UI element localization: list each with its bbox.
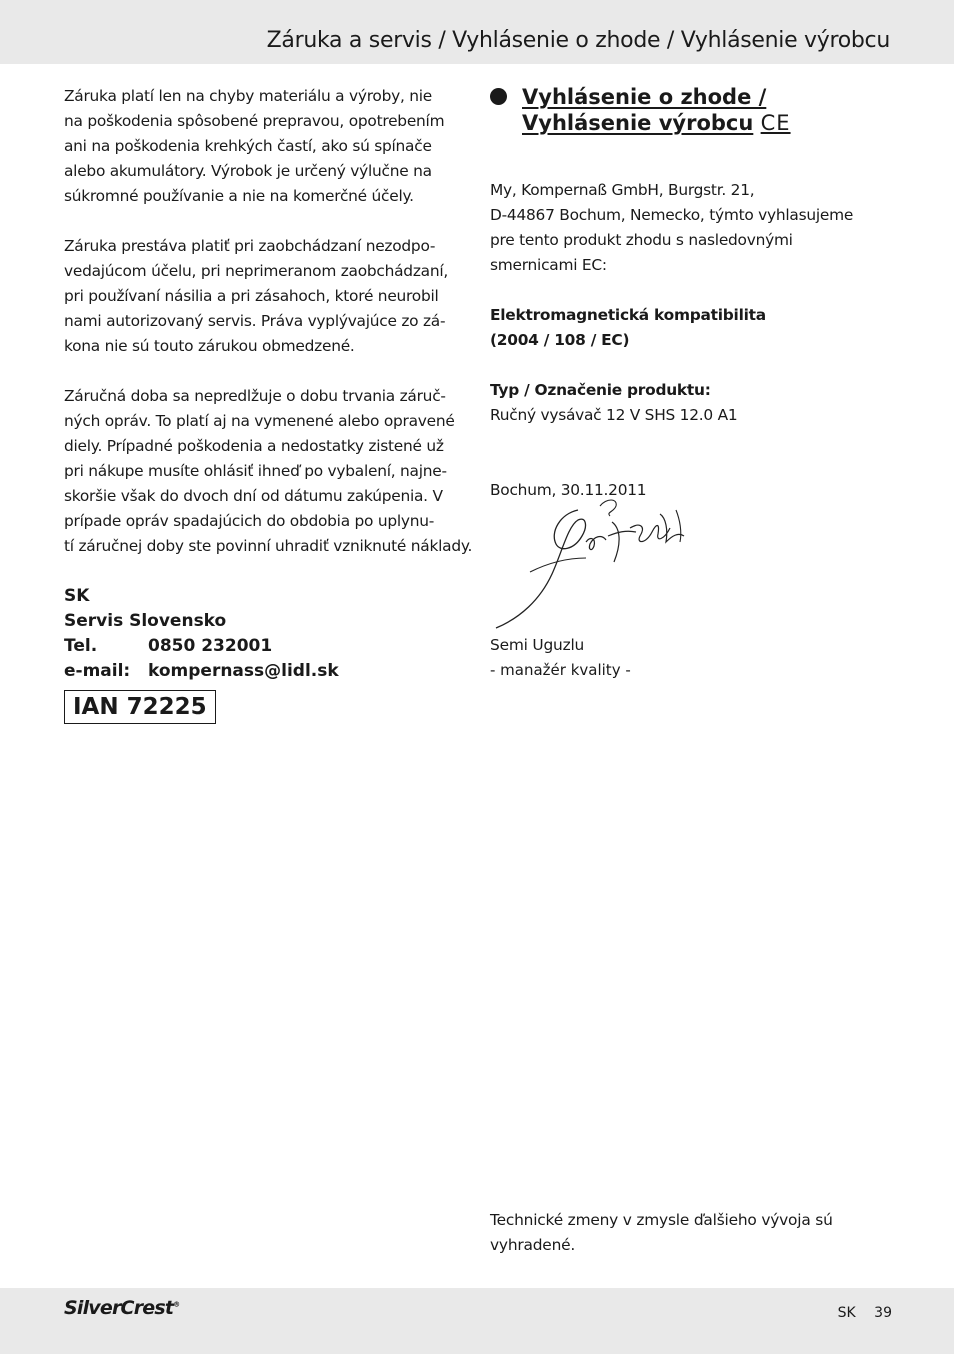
page-title: Záruka a servis / Vyhlásenie o zhode / Vyhlásenie výrobcu bbox=[266, 28, 890, 53]
signer-block bbox=[490, 633, 631, 683]
brand-logo: SilverCrest® bbox=[64, 1297, 180, 1319]
contact-country: SK bbox=[64, 586, 90, 606]
phone-number: 0850 232001 bbox=[148, 636, 273, 656]
product-label: Typ / Označenie produktu: bbox=[490, 381, 711, 399]
right-column bbox=[490, 84, 890, 528]
page-info bbox=[824, 1305, 892, 1321]
declaration-heading bbox=[490, 84, 890, 136]
contact-email-row bbox=[64, 659, 464, 684]
product-value: Ručný vysávač 12 V SHS 12.0 A1 bbox=[490, 406, 738, 424]
bullet-icon bbox=[490, 88, 507, 105]
directive-title: Elektromagnetická kompatibilita (2004 / 108 / EC) bbox=[490, 306, 766, 349]
page-number: 39 bbox=[874, 1305, 892, 1321]
ce-mark-icon: CE bbox=[760, 111, 791, 135]
contact-service-name: Servis Slovensko bbox=[64, 611, 227, 631]
product-info bbox=[490, 378, 890, 428]
registered-mark: ® bbox=[173, 1300, 180, 1309]
warranty-paragraph-3: Záručná doba sa nepredlžuje o dobu trvania záruč- ných opráv. To platí aj na vymenené alebo opravené diely. Prípadné poškodenia a nedostatky zistené už pri nákupe musíte ohlásiť ihneď po vybalení, najne- skoršie však do dvoch dní od dátumu zakúpenia. V prípade opráv spadajúcich do obdobia po uplynu- tí záručnej doby ste povinní uhradiť vzniknuté náklady. bbox=[64, 387, 473, 555]
place-date: Bochum, 30.11.2011 bbox=[490, 481, 647, 499]
warranty-paragraph-1: Záruka platí len na chyby materiálu a výroby, nie na poškodenia spôsobené prepravou, opotrebením ani na poškodenia krehkých častí, ako sú spínače alebo akumulátory. Výrobok je určený výlučne na súkromné používanie a nie na komerčné účely. bbox=[64, 87, 445, 205]
warranty-paragraph-2: Záruka prestáva platiť pri zaobchádzaní nezodpo- vedajúcom účelu, pri neprimeranom zaobchádzaní, pri používaní násilia a pri zásahoch, ktoré neurobil nami autorizovaný servis. Práva vyplývajúce zo zá- kona nie sú touto zárukou obmedzené. bbox=[64, 237, 449, 355]
heading-line-2: Vyhlásenie výrobcu bbox=[522, 111, 754, 135]
technical-changes-note: Technické zmeny v zmysle ďalšieho vývoja sú vyhradené. bbox=[490, 1211, 833, 1254]
signer-name: Semi Uguzlu bbox=[490, 636, 585, 654]
phone-label: Tel. bbox=[64, 636, 98, 656]
signer-title: - manažér kvality - bbox=[490, 661, 631, 679]
service-contact bbox=[64, 584, 464, 724]
ian-number-box: IAN 72225 bbox=[64, 690, 216, 724]
language-code: SK bbox=[837, 1305, 856, 1321]
email-address: kompernass@lidl.sk bbox=[148, 661, 339, 681]
email-label: e-mail: bbox=[64, 661, 131, 681]
declaration-intro: My, Kompernaß GmbH, Burgstr. 21, D-44867 Bochum, Nemecko, týmto vyhlasujeme pre tento produkt zhodu s nasledovnými smernicami EC: bbox=[490, 181, 854, 274]
left-column bbox=[64, 84, 473, 724]
signature-image bbox=[490, 492, 700, 632]
heading-line-1: Vyhlásenie o zhode / bbox=[522, 85, 767, 109]
contact-phone-row bbox=[64, 634, 464, 659]
